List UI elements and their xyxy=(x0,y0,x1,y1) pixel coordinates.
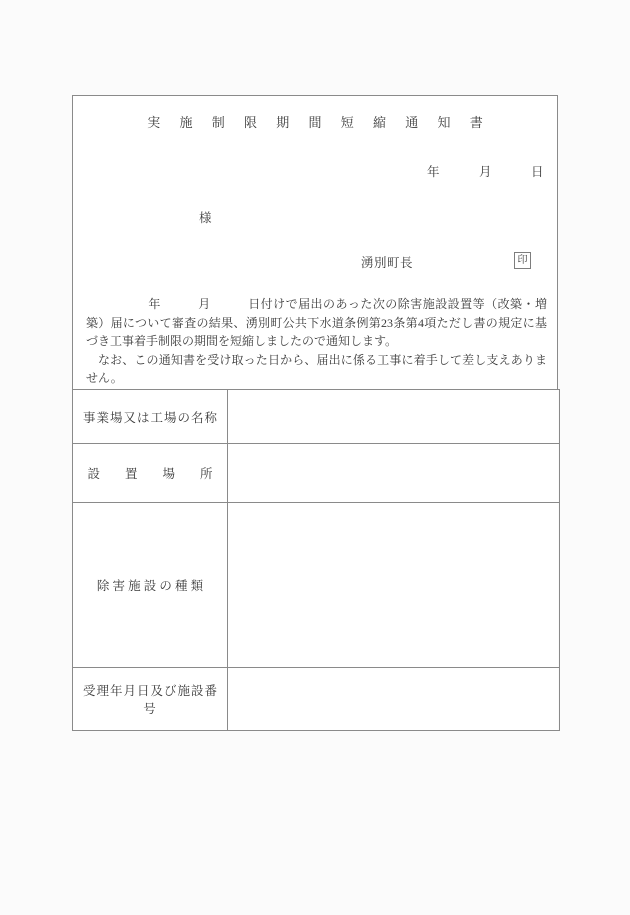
label-text: 除 害 施 設 の 種 類 xyxy=(96,579,204,593)
body-paragraph-1 xyxy=(86,295,547,351)
seal-stamp-icon: 印 xyxy=(514,252,531,269)
table-row xyxy=(73,390,560,444)
label-text: 受理年月日及び施設番号 xyxy=(82,684,218,716)
row-value-facility-type[interactable] xyxy=(228,503,560,668)
table-row xyxy=(73,444,560,503)
issuer-name: 湧別町長 xyxy=(361,256,414,270)
body-paragraph-2: なお、この通知書を受け取った日から、届出に係る工事に着手して差し支えありません。 xyxy=(86,352,547,385)
recipient-honorific: 様 xyxy=(199,211,212,225)
label-text: 事業場又は工場の名称 xyxy=(82,410,218,425)
table-row xyxy=(73,668,560,731)
issuer-row xyxy=(73,252,544,272)
row-label-facility-type xyxy=(73,503,228,668)
entry-table xyxy=(72,389,560,731)
form-header-block xyxy=(72,95,558,389)
body-text xyxy=(86,295,547,388)
issue-date-line: 年 月 日 xyxy=(426,165,544,179)
row-label-business-name xyxy=(73,390,228,444)
label-text: 設 置 場 所 xyxy=(87,467,213,481)
row-label-acceptance-date-number xyxy=(73,668,228,731)
body-date-blank: 年 月 xyxy=(86,297,249,311)
body-paragraph-1-text: 日付けで届出のあった次の除害施設設置等（改築・増築）届について審査の結果、湧別町公共下水道条例第23条第4項ただし書の規定に基づき工事着手制限の期間を短縮しましたので通知します。 xyxy=(86,297,547,348)
row-label-installation-location xyxy=(73,444,228,503)
notification-form-sheet xyxy=(72,95,558,731)
row-value-business-name[interactable] xyxy=(228,390,560,444)
row-value-acceptance-date-number[interactable] xyxy=(228,668,560,731)
page-title: 実 施 制 限 期 間 短 縮 通 知 書 xyxy=(147,115,491,130)
row-value-installation-location[interactable] xyxy=(228,444,560,503)
table-row xyxy=(73,503,560,668)
